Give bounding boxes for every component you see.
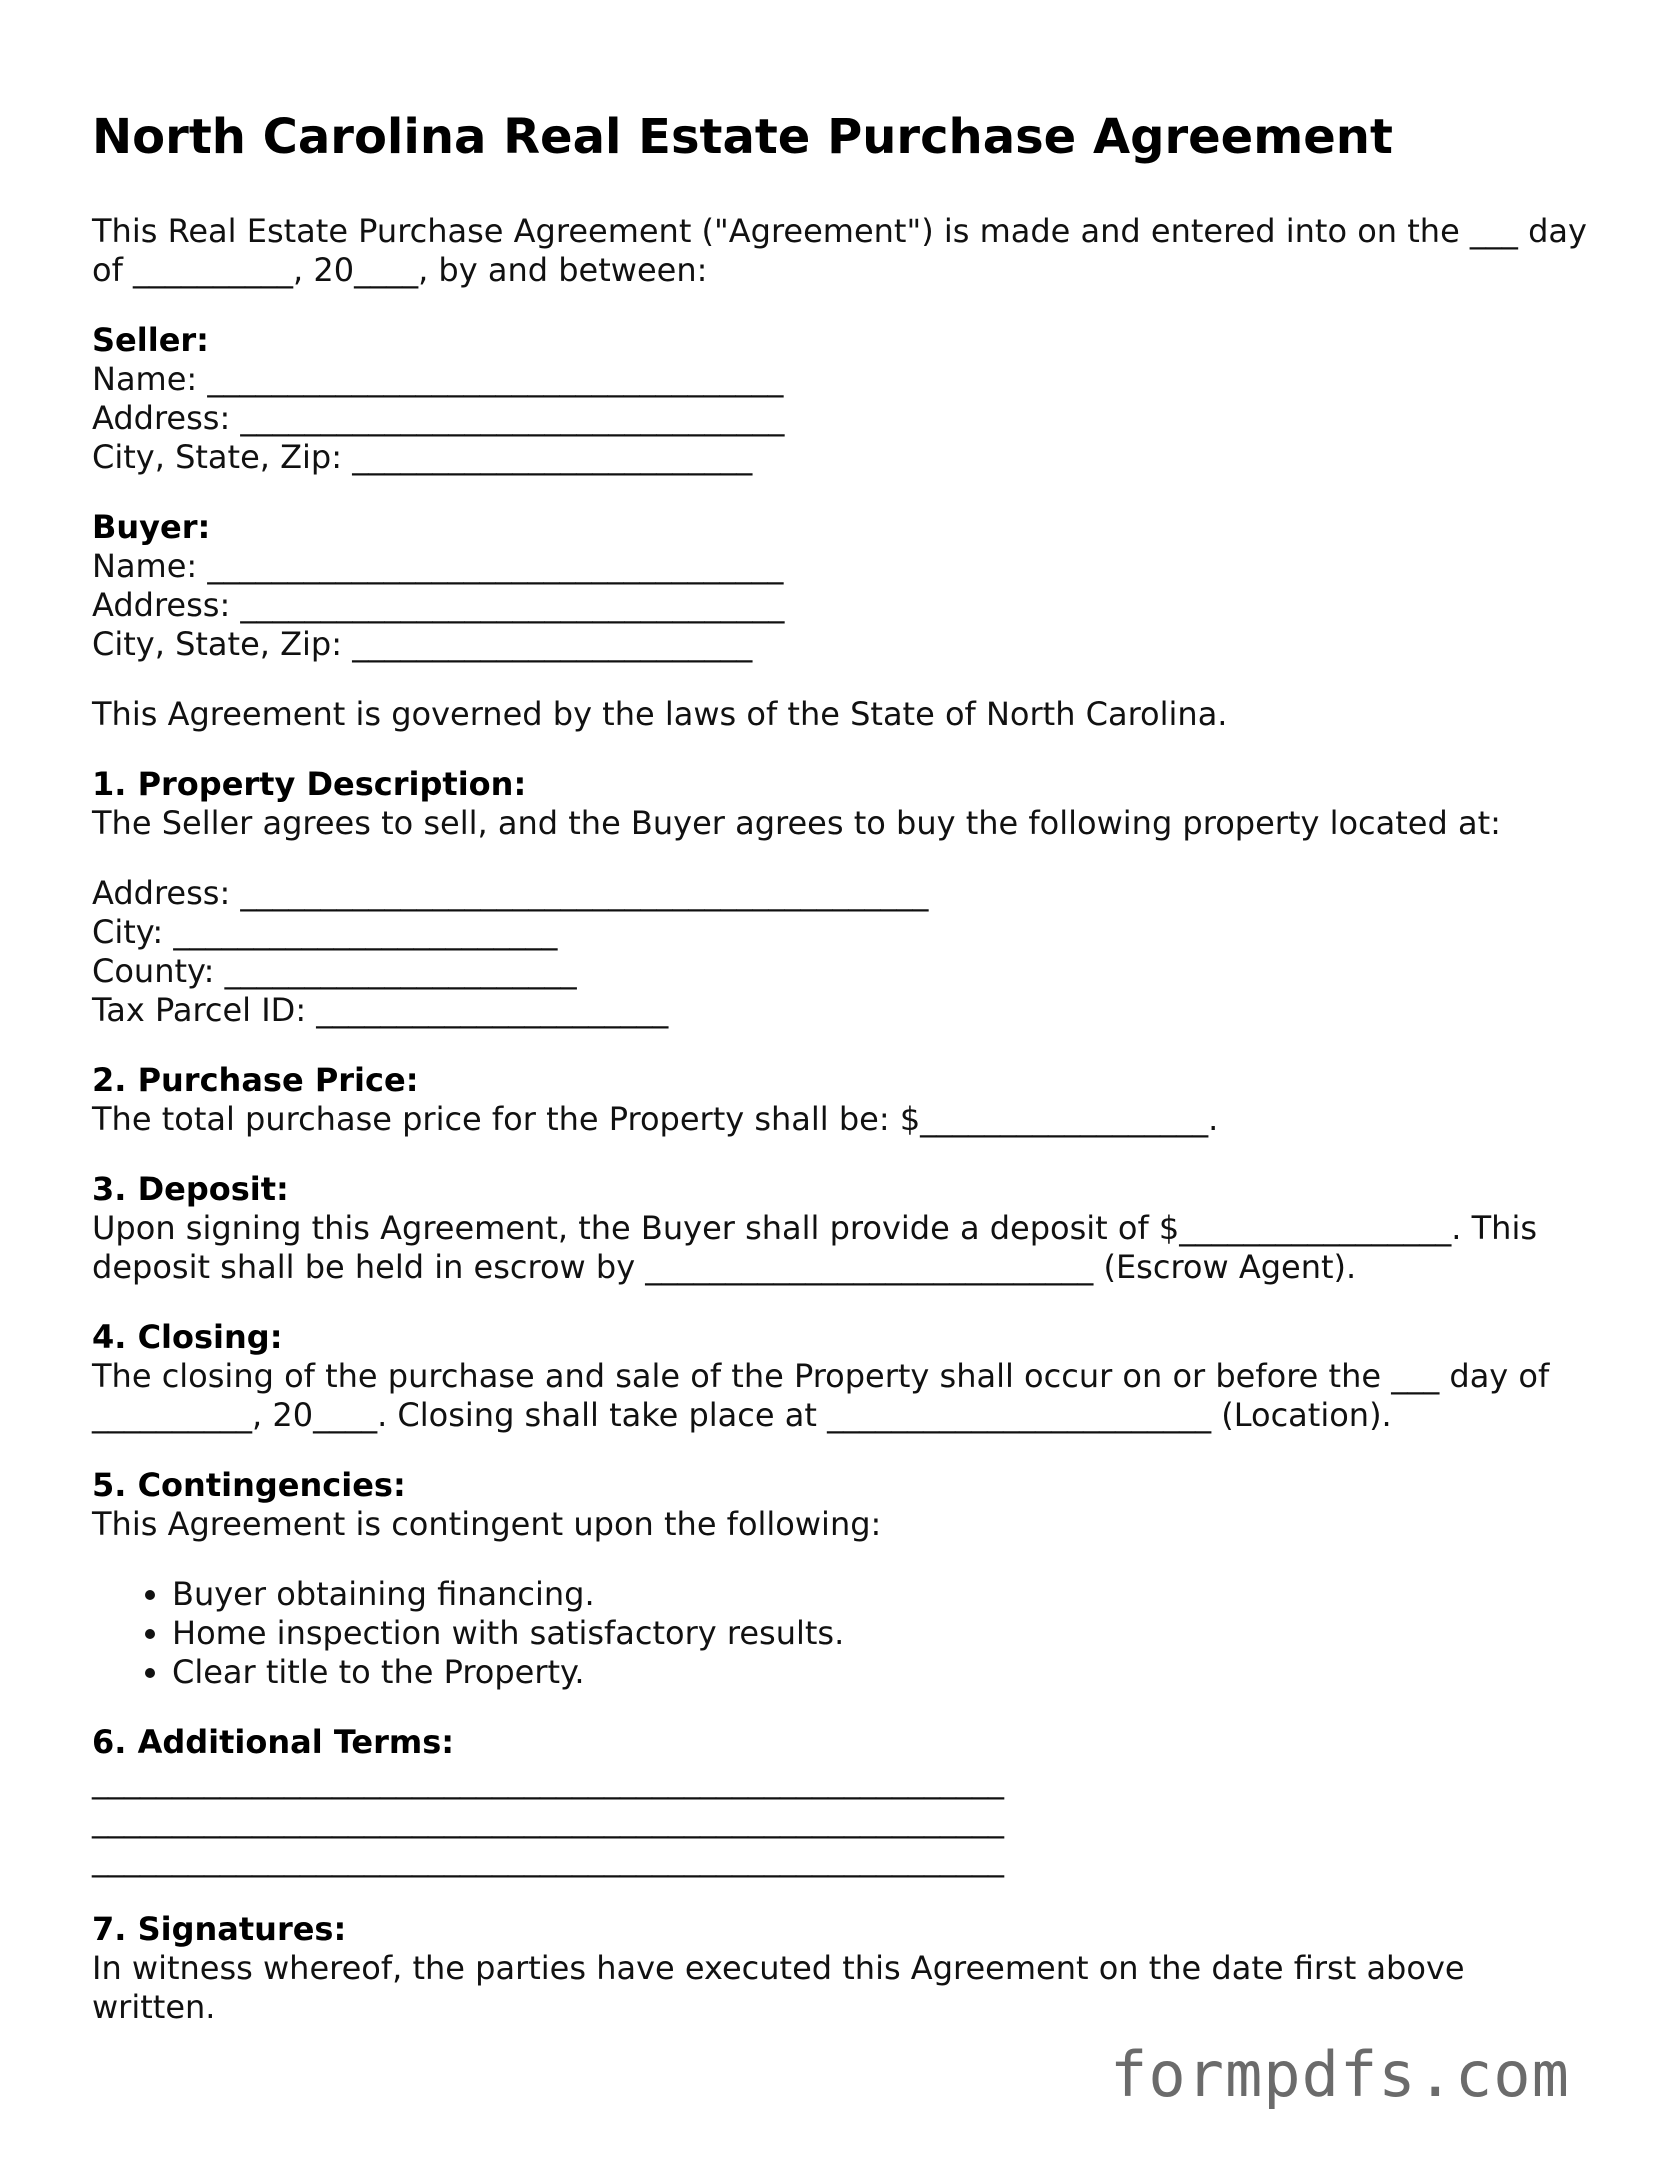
governing-law-paragraph: This Agreement is governed by the laws of the State of North Carolina. (92, 695, 1228, 733)
buyer-name-field[interactable]: Name: ____________________________________ (92, 547, 784, 585)
purchase-price-section (92, 1061, 1592, 1139)
intro-paragraph: This Real Estate Purchase Agreement ("Agreement") is made and entered into on the ___ day of __________, 20____, by and between: (92, 212, 1587, 289)
seller-name-field[interactable]: Name: ____________________________________ (92, 360, 784, 398)
property-section (92, 765, 1592, 1030)
seller-address-field[interactable]: Address: __________________________________ (92, 399, 785, 437)
deposit-heading: 3. Deposit: (92, 1170, 289, 1208)
buyer-address-field[interactable]: Address: __________________________________ (92, 586, 785, 624)
property-address-field[interactable]: Address: ___________________________________________ (92, 874, 929, 912)
contingencies-section (92, 1466, 1592, 1692)
additional-terms-line[interactable]: _________________________________________________________ (92, 1762, 1004, 1800)
document-title: North Carolina Real Estate Purchase Agreement (92, 109, 1393, 165)
seller-city-field[interactable]: City, State, Zip: _________________________ (92, 438, 753, 476)
buyer-section (92, 508, 1592, 664)
list-item: • Buyer obtaining financing. (172, 1575, 1592, 1614)
seller-heading: Seller: (92, 321, 209, 359)
property-city-field[interactable]: City: ________________________ (92, 913, 558, 951)
buyer-city-field[interactable]: City, State, Zip: _________________________ (92, 625, 753, 663)
additional-terms-line[interactable]: _________________________________________________________ (92, 1840, 1004, 1878)
signatures-heading: 7. Signatures: (92, 1910, 347, 1948)
property-heading: 1. Property Description: (92, 765, 527, 803)
additional-terms-line[interactable]: _________________________________________________________ (92, 1801, 1004, 1839)
additional-terms-heading: 6. Additional Terms: (92, 1723, 455, 1761)
property-county-field[interactable]: County: ______________________ (92, 952, 577, 990)
signatures-section (92, 1910, 1592, 2027)
purchase-price-heading: 2. Purchase Price: (92, 1061, 419, 1099)
watermark: formpdfs.com (1110, 2038, 1570, 2111)
list-item: • Home inspection with satisfactory results. (172, 1614, 1592, 1653)
seller-section (92, 321, 1592, 477)
signatures-text: In witness whereof, the parties have executed this Agreement on the date first above written. (92, 1949, 1465, 2026)
closing-text: The closing of the purchase and sale of the Property shall occur on or before the ___ day of __________, 20____. Closing shall take place at ________________________ (Location). (92, 1357, 1550, 1434)
list-item: • Clear title to the Property. (172, 1653, 1592, 1692)
document-page (92, 108, 1592, 2027)
deposit-text: Upon signing this Agreement, the Buyer shall provide a deposit of $_________________. This deposit shall be held in escrow by ____________________________ (Escrow Agent). (92, 1209, 1537, 1286)
property-tax-parcel-field[interactable]: Tax Parcel ID: ______________________ (92, 991, 669, 1029)
purchase-price-text: The total purchase price for the Property shall be: $__________________. (92, 1100, 1219, 1138)
contingencies-heading: 5. Contingencies: (92, 1466, 406, 1504)
contingencies-list (92, 1575, 1592, 1692)
additional-terms-section (92, 1723, 1592, 1879)
property-text: The Seller agrees to sell, and the Buyer agrees to buy the following property located at: (92, 804, 1501, 842)
closing-section (92, 1318, 1592, 1435)
deposit-section (92, 1170, 1592, 1287)
contingencies-text: This Agreement is contingent upon the following: (92, 1505, 882, 1543)
buyer-heading: Buyer: (92, 508, 211, 546)
closing-heading: 4. Closing: (92, 1318, 283, 1356)
